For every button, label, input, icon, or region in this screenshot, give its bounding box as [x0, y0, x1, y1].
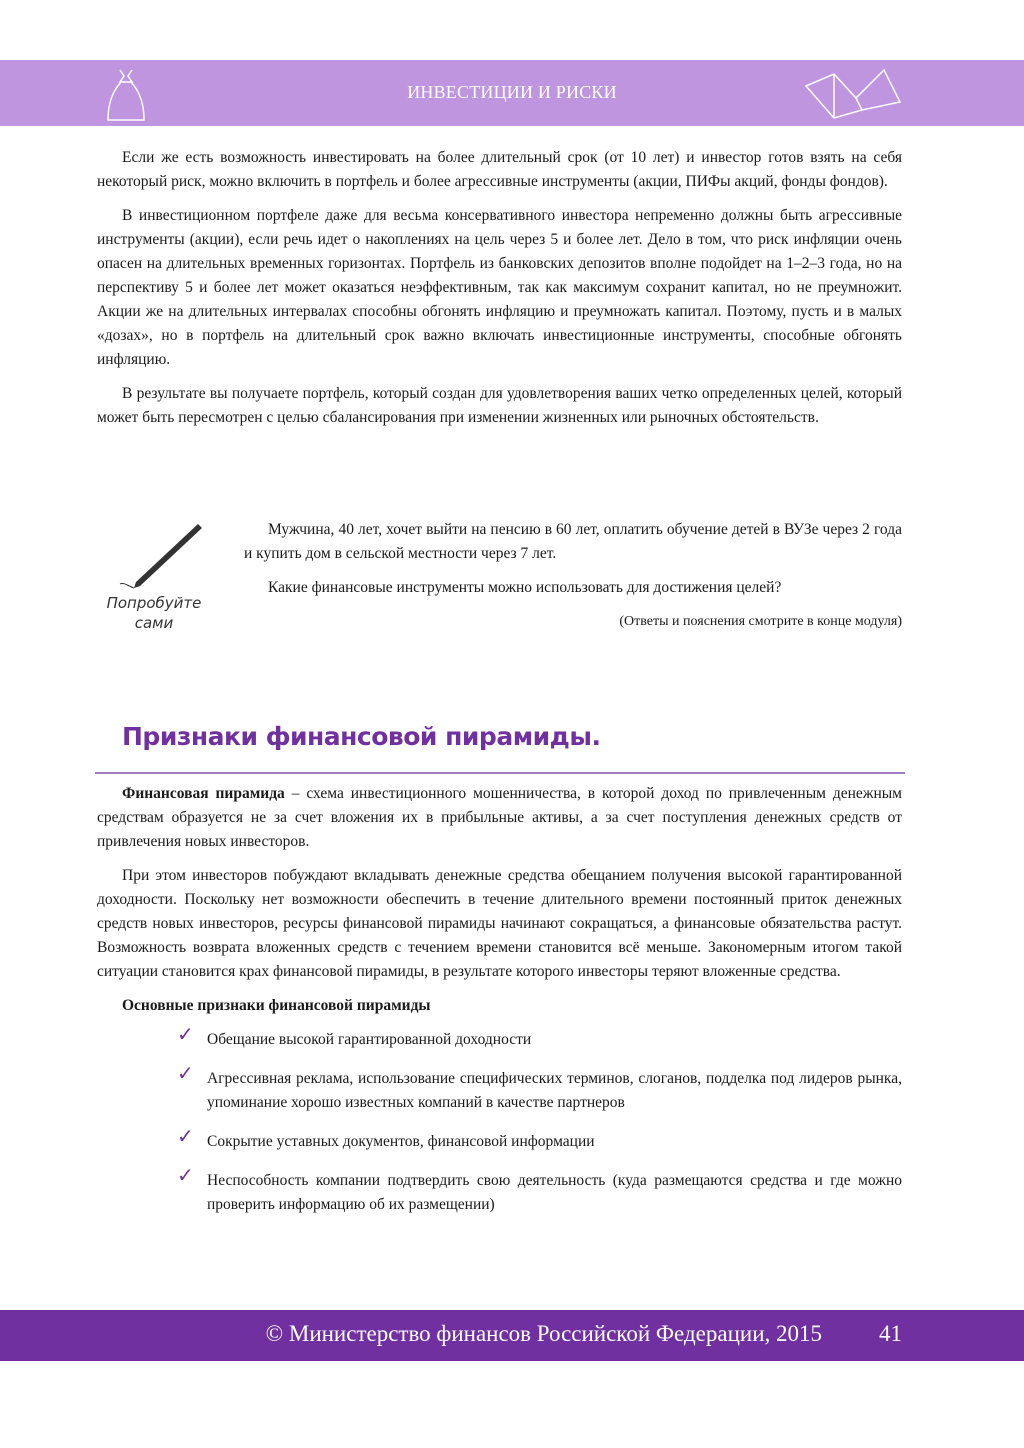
paragraph: Если же есть возможность инвестировать на более длительный срок (от 10 лет) и инвестор готов взять на себя некоторый риск, можно включить в портфель и более агрессивные инструменты (акции, ПИФы акций, фонды фондов).	[97, 149, 902, 190]
checkmark-icon: ✓	[177, 1163, 194, 1187]
try-it-task: Мужчина, 40 лет, хочет выйти на пенсию в 60 лет, оплатить обучение детей в ВУЗе через 2 года и купить дом в сельской местности через 7 лет.	[244, 521, 902, 562]
open-book-icon	[804, 68, 904, 120]
section-heading: Признаки финансовой пирамиды.	[122, 722, 601, 751]
page-footer	[0, 1310, 1024, 1361]
page-number: 41	[879, 1321, 902, 1346]
header-title: ИНВЕСТИЦИИ И РИСКИ	[407, 82, 617, 102]
copyright: © Министерство финансов Российской Федерации, 2015	[265, 1321, 822, 1346]
list-title: Основные признаки финансовой пирамиды	[122, 997, 431, 1014]
try-it-question: Какие финансовые инструменты можно использовать для достижения целей?	[268, 579, 782, 596]
list-item: ✓ Сокрытие уставных документов, финансовой информации	[177, 1124, 595, 1150]
checkmark-icon: ✓	[177, 1124, 194, 1148]
list-item: ✓ Обещание высокой гарантированной доходности	[177, 1022, 532, 1048]
list-item: ✓ Агрессивная реклама, использование специфических терминов, слоганов, подделка под лидеров рынка, упоминание хорошо известных компаний в качестве партнеров	[177, 1061, 902, 1111]
heading-divider	[95, 772, 905, 774]
paragraph: В инвестиционном портфеле даже для весьма консервативного инвестора непременно должны быть агрессивные инструменты (акции), если речь идет о накоплениях на цель через 5 и более лет. Дело в том, что риск инфляции очень опасен на длительных временных горизонтах. Портфель из банковских депозитов вполне подойдет на 1–2–3 года, но на перспективу 5 и более лет может оказаться неэффективным, так как максимум сохранит капитал, но не преумножит. Акции же на длительных интервалах способны обгонять инфляцию и преумножать капитал. Поэтому, пусть и в малых «дозах», но в портфель на длительный срок важно включать инвестиционные инструменты, способные обгонять инфляцию.	[97, 207, 902, 368]
try-it-note: (Ответы и пояснения смотрите в конце модуля)	[619, 614, 902, 629]
pen-icon	[90, 520, 210, 592]
definition-paragraph	[97, 782, 902, 854]
list-item: ✓ Неспособность компании подтвердить свою деятельность (куда размещаются средства и где можно проверить информацию об их размещении)	[177, 1163, 902, 1213]
page-header	[0, 60, 1024, 126]
paragraph: В результате вы получаете портфель, который создан для удовлетворения ваших четко определенных целей, который может быть пересмотрен с целью сбалансирования при изменении жизненных или рыночных обстоятельств.	[97, 385, 902, 426]
section-body	[97, 782, 902, 1232]
try-it-box	[244, 518, 902, 644]
paragraph: При этом инвесторов побуждают вкладывать денежные средства обещанием получения высокой гарантированной доходности. Поскольку нет возможности обеспечить в течение длительного времени постоянный приток денежных средств новых инвесторов, ресурсы финансовой пирамиды начинают сокращаться, а финансовые обязательства растут. Возможность возврата вложенных средств с течением времени становится всё меньше. Закономерным итогом такой ситуации становится крах финансовой пирамиды, в результате которого инвесторы теряют вложенные средства.	[97, 867, 902, 980]
intro-text	[97, 146, 902, 440]
try-it-label: Попробуйте сами	[106, 594, 202, 632]
definition-text: – схема инвестиционного мошенничества, в которой доход по привлеченным денежным средствам образуется не за счет вложения их в прибыльные активы, а за счет поступления денежных средств от привлечения новых инвесторов.	[97, 785, 902, 850]
definition-term: Финансовая пирамида	[122, 785, 285, 802]
checkmark-icon: ✓	[177, 1061, 194, 1085]
signs-list	[97, 1022, 902, 1217]
checkmark-icon: ✓	[177, 1022, 194, 1046]
